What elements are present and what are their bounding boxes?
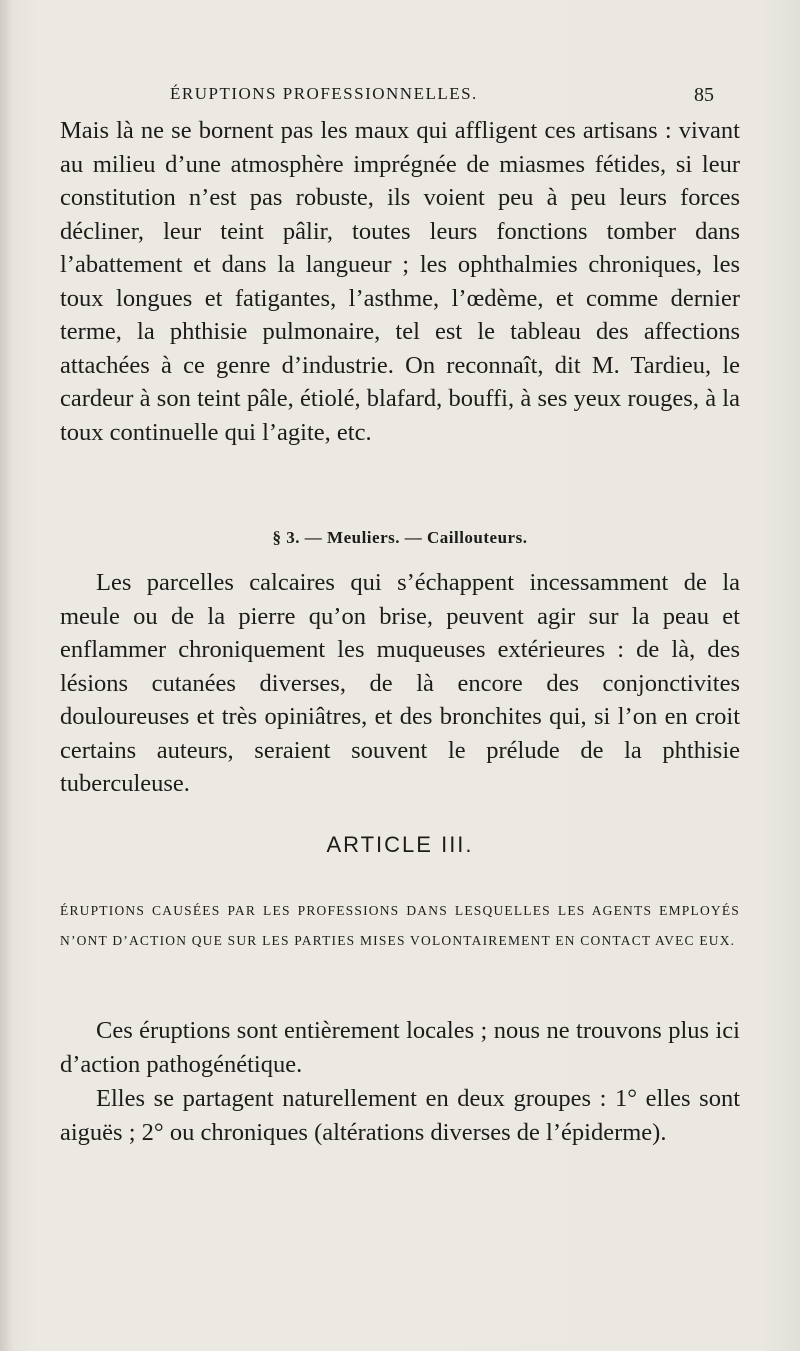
article-subtitle: ÉRUPTIONS CAUSÉES PAR LES PROFESSIONS DANS LESQUELLES LES AGENTS EMPLOYÉS N’ONT D’ACTION QUE SUR LES PARTIES MISES VOLONTAIREMENT EN CONTACT AVEC EUX. — [60, 903, 740, 948]
section-heading-text: § 3. — Meuliers. — Caillouteurs. — [272, 528, 528, 547]
section-heading-meuliers — [60, 528, 740, 548]
article-title: ARTICLE III. — [326, 832, 474, 857]
paragraph-cardeurs: Mais là ne se bornent pas les maux qui affligent ces artisans : vivant au milieu d’une atmosphère imprégnée de miasmes fétides, si leur constitution n’est pas robuste, ils voient peu à peu leurs forces décliner, leur teint pâlir, toutes leurs fonctions tomber dans l’abattement et dans la langueur ; les ophthalmies chroniques, les toux longues et fatigantes, l’asthme, l’œdème, et comme dernier terme, la phthisie pulmonaire, tel est le tableau des affections attachées à ce genre d’industrie. On reconnaît, dit M. Tardieu, le cardeur à son teint pâle, étiolé, blafard, bouffi, à ses yeux rouges, à la toux continuelle qui l’agite, etc. — [60, 117, 740, 446]
page-number: 85 — [694, 84, 714, 106]
running-header — [60, 84, 740, 114]
running-title: ÉRUPTIONS PROFESSIONNELLES. — [170, 84, 478, 103]
paragraph-meuliers: Les parcelles calcaires qui s’échappent incessamment de la meule ou de la pierre qu’on brise, peuvent agir sur la peau et enflammer chroniquement les muqueuses extérieures : de là, des lésions cutanées diverses, de là encore des conjonctivites douloureuses et très opiniâtres, et des bronchites qui, si l’on en croit certains auteurs, seraient souvent le prélude de la phthisie tuberculeuse. — [60, 569, 740, 797]
paragraph-eruptions-locales: Ces éruptions sont entièrement locales ; nous ne trouvons plus ici d’action pathogénétique. — [60, 1017, 740, 1078]
paragraph-deux-groupes: Elles se partagent naturellement en deux groupes : 1° elles sont aiguës ; 2° ou chroniques (altérations diverses de l’épiderme). — [60, 1085, 740, 1146]
